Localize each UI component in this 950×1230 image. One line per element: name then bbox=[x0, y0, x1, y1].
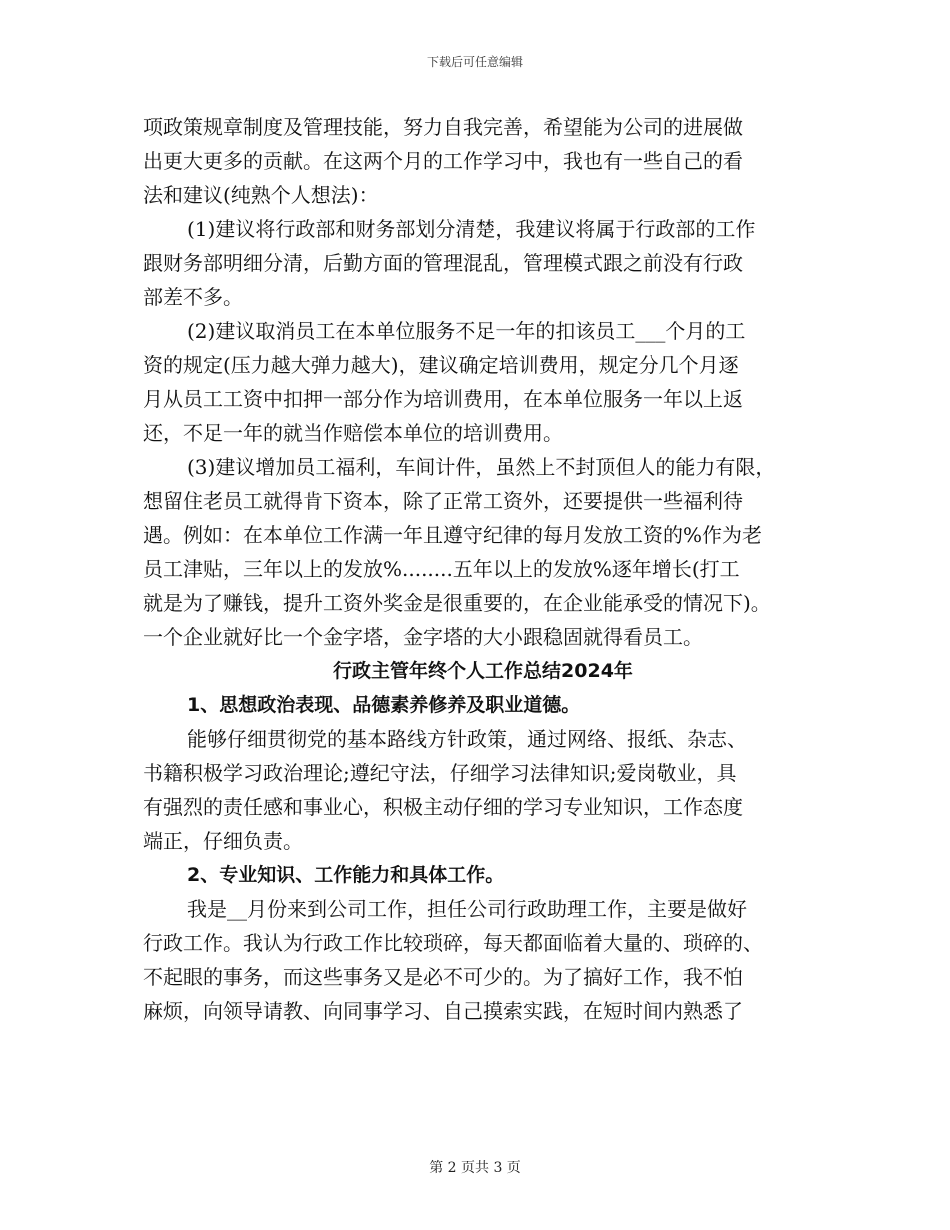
text-line: 资的规定(压力越大弹力越大)，建议确定培训费用，规定分几个月逐 bbox=[143, 353, 739, 377]
text-line: (2)建议取消员工在本单位服务不足一年的扣该员工___个月的工 bbox=[187, 319, 746, 343]
text-line: 月从员工工资中扣押一部分作为培训费用，在本单位服务一年以上返 bbox=[143, 387, 743, 411]
text-line: 就是为了赚钱，提升工资外奖金是很重要的，在企业能承受的情况下)。 bbox=[143, 591, 771, 615]
text-line: 端正，仔细负责。 bbox=[143, 829, 303, 853]
page-header: 下载后可任意编辑 bbox=[426, 55, 523, 69]
text-line: 麻烦，向领导请教、向同事学习、自己摸索实践，在短时间内熟悉了 bbox=[143, 999, 743, 1023]
text-line: 法和建议(纯熟个人想法)： bbox=[143, 183, 379, 207]
text-line: 项政策规章制度及管理技能，努力自我完善，希望能为公司的进展做 bbox=[143, 115, 743, 139]
document-title: 行政主管年终个人工作总结2024年 bbox=[333, 660, 633, 682]
section-heading: 1、思想政治表现、品德素养修养及职业道德。 bbox=[187, 694, 581, 716]
text-line: 行政工作。我认为行政工作比较琐碎，每天都面临着大量的、琐碎的、 bbox=[143, 931, 763, 955]
text-line: 能够仔细贯彻党的基本路线方针政策，通过网络、报纸、杂志、 bbox=[187, 727, 747, 751]
text-line: 遇。例如：在本单位工作满一年且遵守纪律的每月发放工资的%作为老 bbox=[143, 523, 763, 547]
text-line: 跟财务部明细分清，后勤方面的管理混乱，管理模式跟之前没有行政 bbox=[143, 251, 743, 275]
text-line: 一个企业就好比一个金字塔，金字塔的大小跟稳固就得看员工。 bbox=[143, 625, 703, 649]
text-line: (3)建议增加员工福利，车间计件，虽然上不封顶但人的能力有限， bbox=[187, 455, 776, 479]
text-line: (1)建议将行政部和财务部划分清楚，我建议将属于行政部的工作 bbox=[187, 217, 756, 241]
text-line: 想留住老员工就得肯下资本，除了正常工资外，还要提供一些福利待 bbox=[143, 489, 743, 513]
text-line: 还，不足一年的就当作赔偿本单位的培训费用。 bbox=[143, 421, 563, 445]
document-body bbox=[143, 110, 823, 1028]
text-line: 书籍积极学习政治理论;遵纪守法，仔细学习法律知识;爱岗敬业，具 bbox=[143, 761, 737, 785]
text-line: 员工津贴，三年以上的发放%........五年以上的发放%逐年增长(打工 bbox=[143, 557, 740, 581]
text-line: 出更大更多的贡献。在这两个月的工作学习中，我也有一些自己的看 bbox=[143, 149, 743, 173]
text-line: 部差不多。 bbox=[143, 285, 243, 309]
page-footer: 第 2 页共 3 页 bbox=[429, 1160, 521, 1176]
section-heading: 2、专业知识、工作能力和具体工作。 bbox=[187, 864, 505, 886]
text-line: 有强烈的责任感和事业心，积极主动仔细的学习专业知识，工作态度 bbox=[143, 795, 743, 819]
text-line: 不起眼的事务，而这些事务又是必不可少的。为了搞好工作，我不怕 bbox=[143, 965, 743, 989]
text-line: 我是__月份来到公司工作，担任公司行政助理工作，主要是做好 bbox=[187, 897, 747, 921]
